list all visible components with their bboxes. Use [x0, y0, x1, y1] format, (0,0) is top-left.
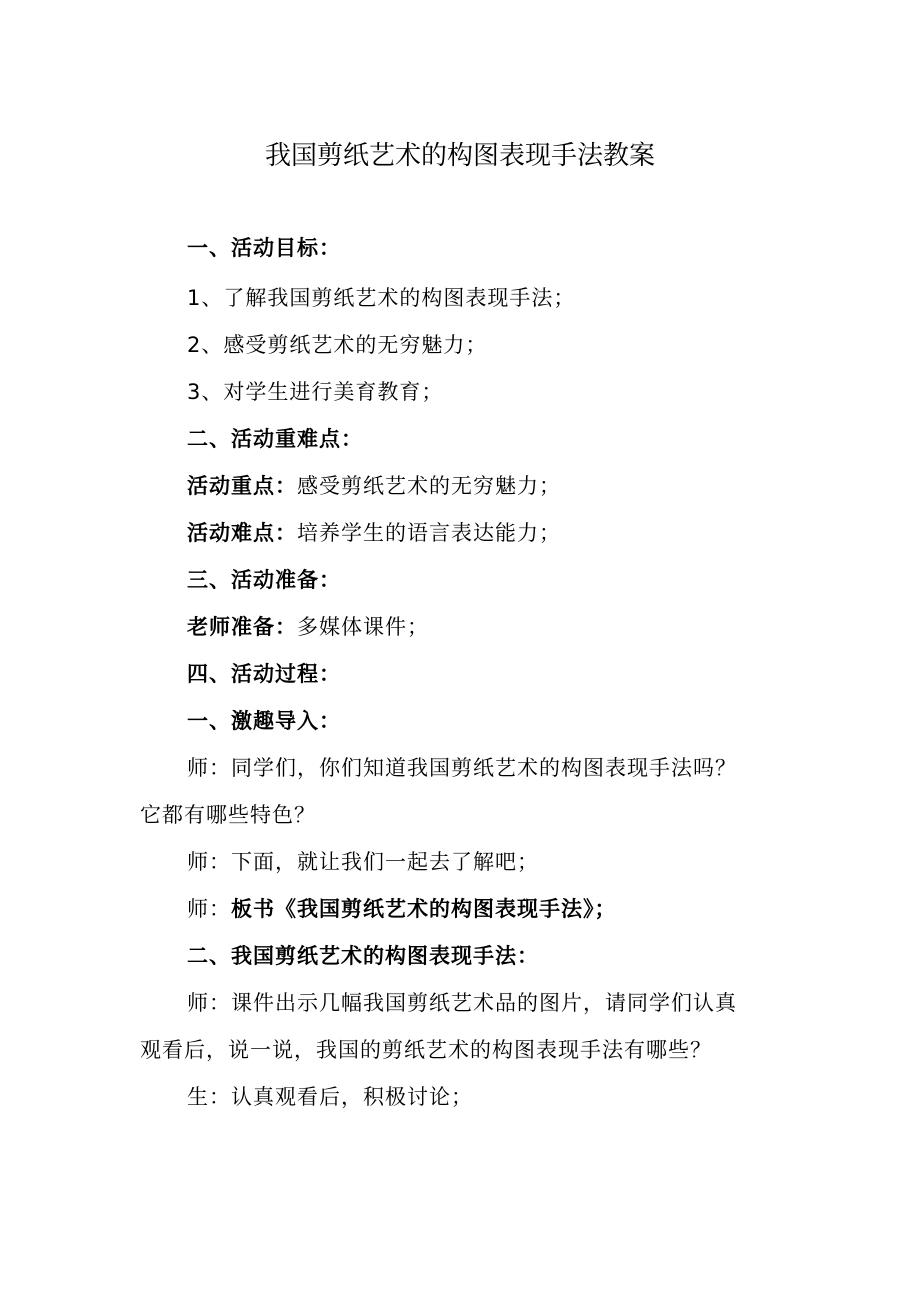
goal-item-3: 3、对学生进行美育教育； [187, 380, 444, 404]
document-title: 我国剪纸艺术的构图表现手法教案 [264, 141, 655, 171]
goal-item-1: 1、了解我国剪纸艺术的构图表现手法； [187, 286, 576, 310]
difficulty-label: 活动难点： [187, 521, 297, 545]
step1-heading: 一、激趣导入： [187, 709, 341, 733]
teacher-prep-text: 多媒体课件； [297, 615, 429, 639]
key-point-label: 活动重点： [187, 474, 297, 498]
process-heading: 四、活动过程： [187, 662, 341, 686]
teacher-prep-label: 老师准备： [187, 615, 297, 639]
goals-heading: 一、活动目标： [187, 236, 341, 260]
step2-heading: 二、我国剪纸艺术的构图表现手法： [187, 944, 539, 968]
paragraph-1-line-2: 它都有哪些特色？ [140, 803, 316, 827]
paragraph-5: 生：认真观看后，积极讨论； [187, 1085, 473, 1109]
teacher-prep-line [187, 612, 429, 642]
preparation-heading: 三、活动准备： [187, 568, 341, 592]
key-point-text: 感受剪纸艺术的无穷魅力； [297, 474, 561, 498]
paragraph-3 [187, 894, 617, 924]
difficulty-text: 培养学生的语言表达能力； [297, 521, 561, 545]
paragraph-4-line-2: 观看后，说一说，我国的剪纸艺术的构图表现手法有哪些？ [140, 1038, 712, 1062]
paragraph-3-prefix: 师： [187, 897, 231, 921]
goal-item-2: 2、感受剪纸艺术的无穷魅力； [187, 333, 488, 357]
paragraph-1-line-1: 师：同学们，你们知道我国剪纸艺术的构图表现手法吗？ [187, 756, 737, 780]
paragraph-2: 师：下面，就让我们一起去了解吧； [187, 850, 539, 874]
difficulty-line [187, 518, 561, 548]
key-points-heading: 二、活动重难点： [187, 427, 363, 451]
paragraph-4-line-1: 师：课件出示几幅我国剪纸艺术品的图片，请同学们认真 [187, 991, 737, 1015]
paragraph-3-board-note: 板书《我国剪纸艺术的构图表现手法》； [231, 897, 617, 921]
key-point-line [187, 471, 561, 501]
